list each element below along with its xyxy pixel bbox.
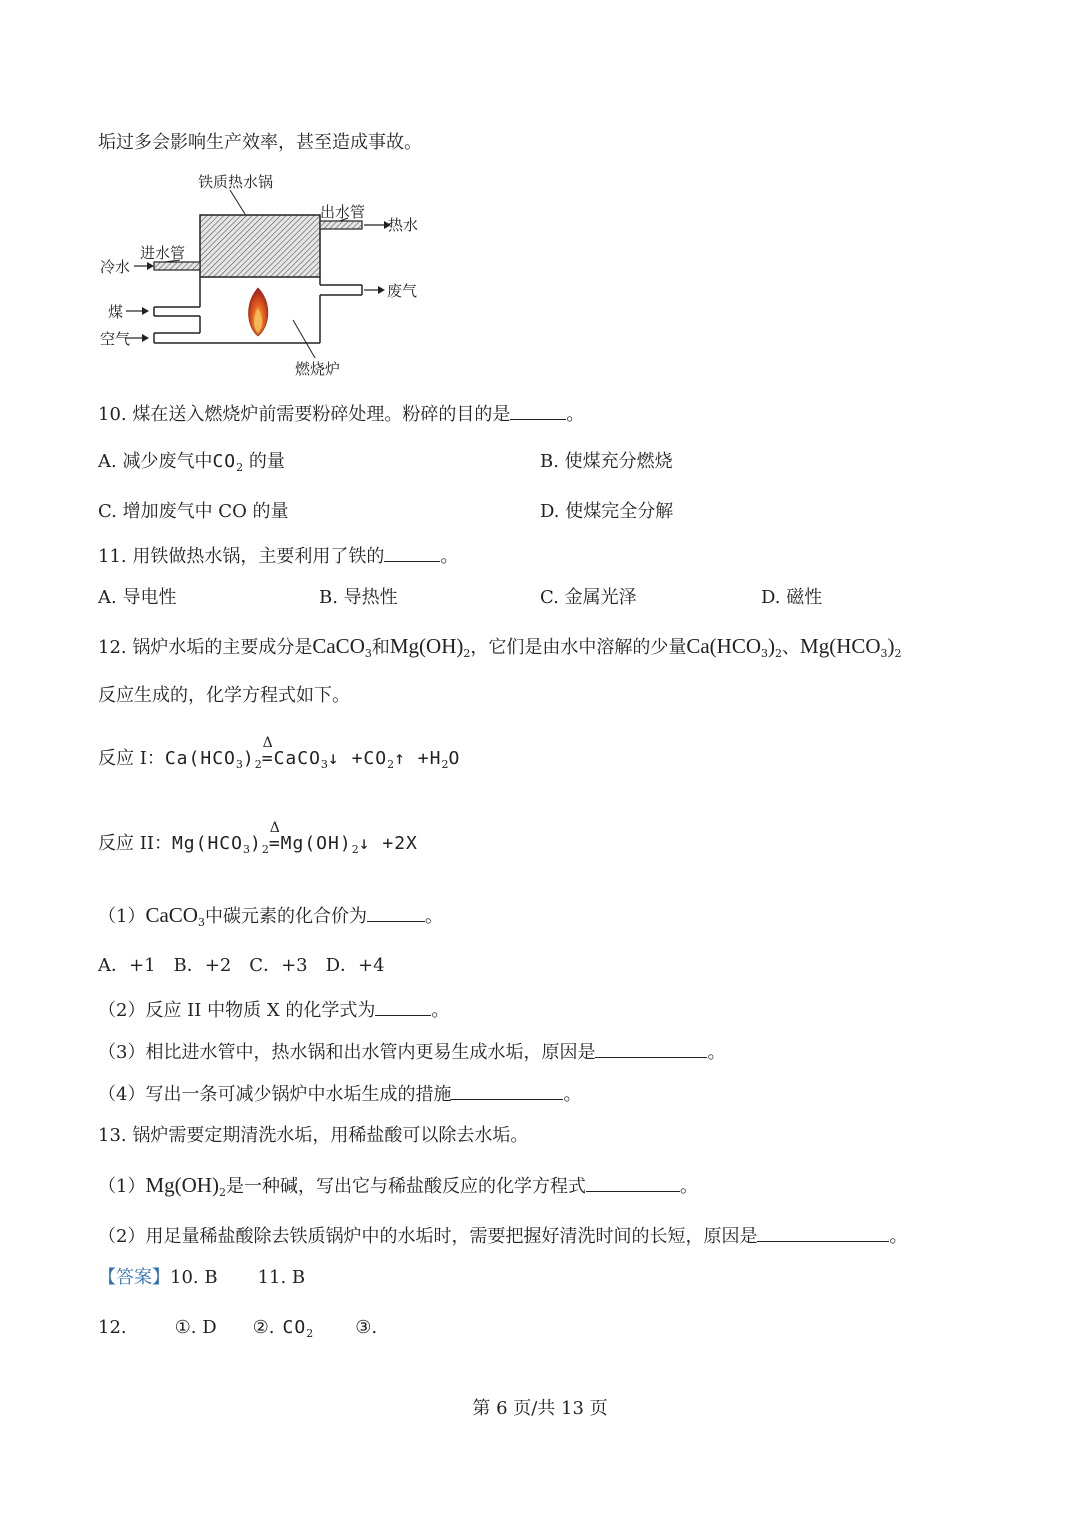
label-outlet-pipe: 出水管 xyxy=(320,203,366,221)
boiler-diagram xyxy=(90,168,430,383)
q10-option-d: D. 使煤完全分解 xyxy=(540,501,674,522)
label-air: 空气 xyxy=(100,330,131,348)
intro-line: 垢过多会影响生产效率，甚至造成事故。 xyxy=(98,132,422,153)
q12-part2: （2）反应 II 中物质 X 的化学式为 。 xyxy=(98,997,449,1023)
q10-stem: 10. 煤在送入燃烧炉前需要粉碎处理。粉碎的目的是 。 xyxy=(98,401,584,427)
q12-stem: 12. 锅炉水垢的主要成分是CaCO$_3$和$Mg(OH)_2$，它们是由水中溶解的少量$Ca(HCO_3)_2$、$Mg(HCO_3)_2$ xyxy=(98,634,902,660)
boiler-body xyxy=(200,215,320,277)
answer-tag: 【答案】 xyxy=(98,1267,170,1288)
q12-part1-choices: A．+1 B．+2 C．+3 D．+4 xyxy=(98,955,385,976)
answer-line-12: 12. ①. D ②. $CO_2$ ③. xyxy=(98,1317,378,1340)
q11-option-c: C. 金属光泽 xyxy=(540,587,637,608)
q10-option-a: A. 减少废气中$CO_2$ 的量 xyxy=(98,451,285,474)
q12-part3: （3）相比进水管中，热水锅和出水管内更易生成水垢，原因是 。 xyxy=(98,1039,725,1065)
q12-line2: 反应生成的，化学方程式如下。 xyxy=(98,685,350,706)
q10-option-c: C. 增加废气中 CO 的量 xyxy=(98,501,289,522)
q11-option-d: D. 磁性 xyxy=(761,587,823,608)
reaction-2: 反应 II：$Mg(HCO_3)_2$ Δ $=Mg(OH)_2↓ +2X$ xyxy=(98,820,418,856)
reaction-1: 反应 I：$Ca(HCO_3)_2$ Δ =CaCO$_3$↓ $+CO_2↑ +H_2O$ xyxy=(98,735,461,771)
q10-option-b: B. 使煤充分燃烧 xyxy=(540,451,673,472)
q13-part2: （2）用足量稀盐酸除去铁质锅炉中的水垢时，需要把握好清洗时间的长短，原因是 。 xyxy=(98,1223,907,1249)
label-boiler: 铁质热水锅 xyxy=(198,173,274,191)
label-hot-water: 热水 xyxy=(388,216,419,234)
answer-line: 【答案】10. B 11. B xyxy=(98,1267,306,1288)
label-exhaust: 废气 xyxy=(387,282,418,300)
q11-stem: 11. 用铁做热水锅，主要利用了铁的 。 xyxy=(98,543,458,569)
label-inlet-pipe: 进水管 xyxy=(140,244,186,262)
q12-part4: （4）写出一条可减少锅炉中水垢生成的措施 。 xyxy=(98,1081,581,1107)
label-cold-water: 冷水 xyxy=(100,258,131,276)
inlet-pipe xyxy=(154,262,200,270)
q13-stem: 13. 锅炉需要定期清洗水垢，用稀盐酸可以除去水垢。 xyxy=(98,1125,529,1146)
outlet-pipe xyxy=(320,221,362,229)
q13-part1: $(1)Mg(OH)_2$是一种碱，写出它与稀盐酸反应的化学方程式 。 xyxy=(98,1173,698,1199)
label-furnace: 燃烧炉 xyxy=(295,360,341,378)
q12-part1: （1）CaCO$_3$中碳元素的化合价为 。 xyxy=(98,903,443,929)
page-footer: 第 6 页/共 13 页 xyxy=(472,1398,608,1419)
q11-option-b: B. 导热性 xyxy=(319,587,398,608)
q11-option-a: A. 导电性 xyxy=(98,587,177,608)
label-coal: 煤 xyxy=(108,303,124,321)
